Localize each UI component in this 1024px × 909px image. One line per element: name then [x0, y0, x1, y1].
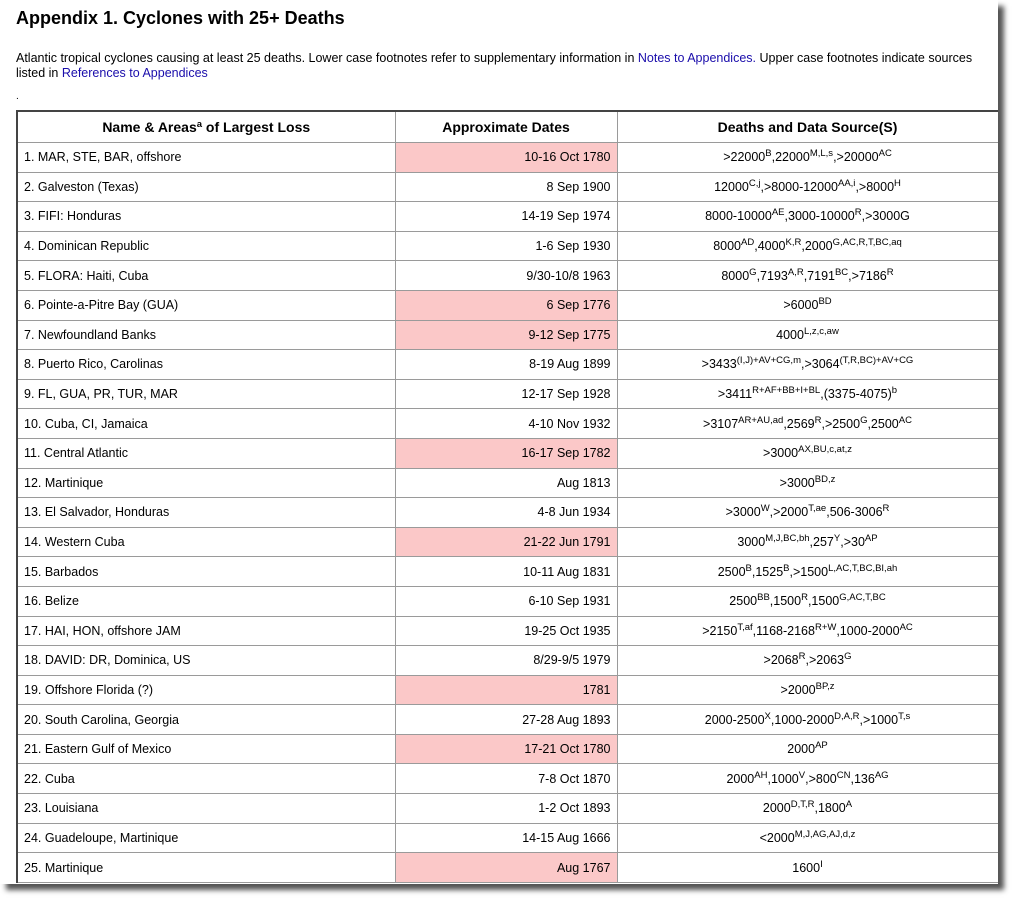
source-footnote: (I,J)+AV+CG,m	[736, 355, 801, 367]
source-footnote: AX,BU,c,at,z	[798, 444, 852, 456]
cell-deaths-sources	[617, 143, 998, 173]
stray-dot: .	[16, 91, 19, 102]
source-footnote: AE	[771, 207, 785, 219]
cell-date: 14-15 Aug 1666	[395, 823, 617, 853]
source-footnote: AR+AU,ad	[738, 414, 784, 426]
cell-deaths-sources	[617, 616, 998, 646]
cell-name-areas: 9. FL, GUA, PR, TUR, MAR	[17, 379, 395, 409]
table-row	[17, 557, 998, 587]
death-count: ,>800	[805, 771, 837, 786]
death-count: 3000	[737, 535, 766, 550]
source-footnote: R	[798, 651, 806, 663]
death-count: ,>7186	[848, 268, 887, 283]
death-count: ,2500	[867, 416, 899, 431]
source-footnote: AD	[741, 237, 755, 249]
death-count: >2150	[702, 623, 738, 638]
cell-date: 8 Sep 1900	[395, 172, 617, 202]
cell-deaths-sources	[617, 794, 998, 824]
death-count: 2000	[726, 771, 755, 786]
cell-name-areas: 8. Puerto Rico, Carolinas	[17, 350, 395, 380]
source-footnote: AG	[874, 769, 889, 781]
death-count: ,1500	[769, 594, 802, 609]
death-count: ,1525	[751, 564, 784, 579]
source-footnote: M,J,AG,AJ,d,z	[794, 828, 856, 840]
source-footnote: D,A,R	[834, 710, 860, 722]
source-footnote: R	[801, 592, 808, 604]
death-count: ,2569	[783, 416, 815, 431]
notes-to-appendices-link[interactable]: Notes to Appendices.	[637, 51, 757, 65]
cell-name-areas: 14. Western Cuba	[17, 527, 395, 557]
death-count: ,>8000-12000	[760, 179, 838, 194]
cell-date: 1-6 Sep 1930	[395, 231, 617, 261]
table-row	[17, 527, 998, 557]
cell-deaths-sources	[617, 320, 998, 350]
death-count: >3107	[703, 416, 739, 431]
cell-date: 9/30-10/8 1963	[395, 261, 617, 291]
source-footnote: A	[845, 799, 853, 811]
death-count: ,>30	[840, 535, 865, 550]
cell-date: 6-10 Sep 1931	[395, 586, 617, 616]
table-row	[17, 646, 998, 676]
cell-deaths-sources	[617, 468, 998, 498]
cell-deaths-sources	[617, 586, 998, 616]
table-row	[17, 675, 998, 705]
source-footnote: (T,R,BC)+AV+CG	[839, 355, 914, 367]
death-count: 2000	[787, 742, 816, 757]
header-name-rest: of Largest Loss	[202, 119, 311, 135]
death-count: ,136	[850, 771, 875, 786]
death-count: ,>3000G	[861, 209, 910, 224]
cell-date: 1-2 Oct 1893	[395, 794, 617, 824]
cell-name-areas: 4. Dominican Republic	[17, 231, 395, 261]
table-row	[17, 586, 998, 616]
death-count: ,4000	[754, 239, 786, 254]
source-footnote: R	[854, 207, 862, 219]
table-row	[17, 320, 998, 350]
source-footnote: B	[765, 148, 772, 160]
source-footnote: AC	[878, 148, 892, 160]
table-row	[17, 823, 998, 853]
source-footnote: L,AC,T,BC,BI,ah	[828, 562, 898, 574]
cell-date: 27-28 Aug 1893	[395, 705, 617, 735]
source-footnote: G	[749, 266, 757, 278]
cell-date: 4-8 Jun 1934	[395, 498, 617, 528]
cell-date: Aug 1767	[395, 853, 617, 883]
table-row	[17, 438, 998, 468]
table-row	[17, 498, 998, 528]
table-row	[17, 143, 998, 173]
cell-deaths-sources	[617, 823, 998, 853]
cell-deaths-sources	[617, 527, 998, 557]
table-row	[17, 172, 998, 202]
cell-deaths-sources	[617, 705, 998, 735]
death-count: ,>20000	[833, 150, 879, 165]
cell-deaths-sources	[617, 231, 998, 261]
cell-date: 1781	[395, 675, 617, 705]
cell-name-areas: 23. Louisiana	[17, 794, 395, 824]
death-count: ,1500	[807, 594, 840, 609]
death-count: ,>3064	[801, 357, 840, 372]
source-footnote: BP,z	[815, 680, 835, 692]
table-row	[17, 734, 998, 764]
source-footnote: B	[783, 562, 790, 574]
source-footnote: G,AC,R,T,BC,aq	[832, 237, 902, 249]
intro-text-1: Atlantic tropical cyclones causing at least 25 deaths. Lower case footnotes refer to supplementary information in	[16, 51, 638, 65]
death-count: >2068	[763, 653, 799, 668]
cell-date: 12-17 Sep 1928	[395, 379, 617, 409]
cell-deaths-sources	[617, 853, 998, 883]
source-footnote: CN	[836, 769, 851, 781]
death-count: ,7193	[756, 268, 788, 283]
cell-deaths-sources	[617, 734, 998, 764]
source-footnote: G,AC,T,BC	[839, 592, 886, 604]
death-count: ,1000	[767, 771, 799, 786]
cell-name-areas: 10. Cuba, CI, Jamaica	[17, 409, 395, 439]
death-count: 8000	[721, 268, 750, 283]
cell-date: Aug 1813	[395, 468, 617, 498]
death-count: ,>2063	[805, 653, 845, 668]
cell-deaths-sources	[617, 350, 998, 380]
death-count: 4000	[776, 327, 804, 342]
death-count: ,1000-2000	[836, 623, 900, 638]
cell-date: 16-17 Sep 1782	[395, 438, 617, 468]
intro-paragraph	[16, 51, 976, 81]
cell-date: 17-21 Oct 1780	[395, 734, 617, 764]
death-count: 1600	[792, 860, 821, 875]
cell-deaths-sources	[617, 172, 998, 202]
source-footnote: AP	[864, 533, 878, 545]
death-count: 2000-2500	[704, 712, 765, 727]
cell-date: 14-19 Sep 1974	[395, 202, 617, 232]
source-footnote: AH	[754, 769, 768, 781]
cell-name-areas: 6. Pointe-a-Pitre Bay (GUA)	[17, 290, 395, 320]
table-row	[17, 290, 998, 320]
death-count: ,7191	[803, 268, 835, 283]
cell-deaths-sources	[617, 290, 998, 320]
source-footnote: R+W	[814, 621, 837, 633]
cell-deaths-sources	[617, 646, 998, 676]
cyclones-table	[16, 110, 998, 883]
cell-name-areas: 21. Eastern Gulf of Mexico	[17, 734, 395, 764]
cell-deaths-sources	[617, 498, 998, 528]
source-footnote: R+AF+BB+I+BL	[752, 385, 821, 397]
death-count: 2000	[762, 801, 791, 816]
table-body	[17, 143, 998, 883]
cell-date: 8/29-9/5 1979	[395, 646, 617, 676]
cell-name-areas: 2. Galveston (Texas)	[17, 172, 395, 202]
death-count: 8000-10000	[705, 209, 772, 224]
death-count: ,3000-10000	[784, 209, 855, 224]
cell-date: 8-19 Aug 1899	[395, 350, 617, 380]
death-count: >3000	[779, 475, 815, 490]
cell-deaths-sources	[617, 379, 998, 409]
death-count: 2500	[717, 564, 746, 579]
cell-date: 19-25 Oct 1935	[395, 616, 617, 646]
cell-date: 21-22 Jun 1791	[395, 527, 617, 557]
death-count: ,>8000	[855, 179, 895, 194]
source-footnote: BB	[757, 592, 770, 604]
source-footnote: R	[814, 414, 822, 426]
cell-deaths-sources	[617, 261, 998, 291]
cell-name-areas: 22. Cuba	[17, 764, 395, 794]
source-footnote: W	[760, 503, 770, 515]
cell-name-areas: 13. El Salvador, Honduras	[17, 498, 395, 528]
source-footnote: BD,z	[814, 473, 836, 485]
table-row	[17, 853, 998, 883]
death-count: >3000	[763, 446, 799, 461]
cell-name-areas: 20. South Carolina, Georgia	[17, 705, 395, 735]
source-footnote: M,J,BC,bh	[765, 533, 810, 545]
table-row	[17, 616, 998, 646]
cell-name-areas: 11. Central Atlantic	[17, 438, 395, 468]
cell-name-areas: 3. FIFI: Honduras	[17, 202, 395, 232]
cell-name-areas: 7. Newfoundland Banks	[17, 320, 395, 350]
source-footnote: L,z,c,aw	[803, 325, 839, 337]
table-row	[17, 409, 998, 439]
death-count: ,(3375-4075)	[820, 387, 892, 402]
cell-date: 9-12 Sep 1775	[395, 320, 617, 350]
table-row	[17, 705, 998, 735]
death-count: >3411	[717, 387, 753, 402]
cell-name-areas: 15. Barbados	[17, 557, 395, 587]
cell-date: 4-10 Nov 1932	[395, 409, 617, 439]
source-footnote: G	[844, 651, 852, 663]
table-row	[17, 468, 998, 498]
source-footnote: B	[745, 562, 752, 574]
table-row	[17, 350, 998, 380]
death-count: ,>1000	[859, 712, 899, 727]
cell-deaths-sources	[617, 764, 998, 794]
header-name-sup: a	[196, 119, 203, 130]
cell-name-areas: 24. Guadeloupe, Martinique	[17, 823, 395, 853]
source-footnote: M,L,s	[809, 148, 834, 160]
cell-deaths-sources	[617, 409, 998, 439]
cell-name-areas: 17. HAI, HON, offshore JAM	[17, 616, 395, 646]
death-count: >6000	[783, 298, 819, 313]
source-footnote: K,R	[785, 237, 802, 249]
table-row	[17, 794, 998, 824]
cell-name-areas: 1. MAR, STE, BAR, offshore	[17, 143, 395, 173]
death-count: >22000	[723, 150, 766, 165]
death-count: 8000	[713, 239, 742, 254]
death-count: ,1000-2000	[770, 712, 835, 727]
cell-name-areas: 12. Martinique	[17, 468, 395, 498]
source-footnote: D,T,R	[790, 799, 815, 811]
table-row	[17, 379, 998, 409]
death-count: ,>2000	[769, 505, 809, 520]
page-title: Appendix 1. Cyclones with 25+ Deaths	[16, 8, 345, 28]
death-count: ,1168-2168	[752, 623, 815, 638]
death-count: >2000	[780, 682, 816, 697]
source-footnote: AC	[899, 621, 913, 633]
header-deaths: Deaths and Data Source(S)	[617, 111, 998, 143]
table-row	[17, 231, 998, 261]
source-footnote: V	[798, 769, 806, 781]
table-row	[17, 261, 998, 291]
death-count: >3433	[701, 357, 737, 372]
source-footnote: A,R	[787, 266, 804, 278]
cell-deaths-sources	[617, 438, 998, 468]
header-dates: Approximate Dates	[395, 111, 617, 143]
source-footnote: T,ae	[808, 503, 827, 515]
cell-date: 7-8 Oct 1870	[395, 764, 617, 794]
source-footnote: BC	[834, 266, 849, 278]
cell-date: 10-11 Aug 1831	[395, 557, 617, 587]
source-footnote: G	[860, 414, 868, 426]
cell-date: 6 Sep 1776	[395, 290, 617, 320]
source-footnote: AC	[898, 414, 912, 426]
cell-deaths-sources	[617, 202, 998, 232]
source-footnote: X	[764, 710, 771, 722]
cell-name-areas: 18. DAVID: DR, Dominica, US	[17, 646, 395, 676]
table-header-row	[17, 111, 998, 143]
source-footnote: BD	[818, 296, 832, 308]
header-name-main: Name & Areas	[102, 119, 197, 135]
cell-name-areas: 25. Martinique	[17, 853, 395, 883]
source-footnote: R	[882, 503, 890, 515]
source-footnote: b	[891, 385, 898, 397]
death-count: ,1800	[814, 801, 846, 816]
death-count: ,22000	[771, 150, 810, 165]
death-count: ,>1500	[789, 564, 829, 579]
death-count: ,257	[809, 535, 834, 550]
cell-name-areas: 5. FLORA: Haiti, Cuba	[17, 261, 395, 291]
references-to-appendices-link[interactable]: References to Appendices	[61, 66, 208, 80]
source-footnote: R	[886, 266, 894, 278]
table-row	[17, 764, 998, 794]
cell-deaths-sources	[617, 557, 998, 587]
cell-date: 10-16 Oct 1780	[395, 143, 617, 173]
source-footnote: AA,i	[838, 177, 856, 189]
source-footnote: H	[894, 177, 901, 189]
source-footnote: Y	[833, 533, 841, 545]
source-footnote: C,j	[748, 177, 761, 189]
death-count: ,506-3006	[826, 505, 883, 520]
source-footnote: T,s	[898, 710, 911, 722]
source-footnote: T,af	[737, 621, 753, 633]
death-count: 2500	[729, 594, 758, 609]
cell-deaths-sources	[617, 675, 998, 705]
death-count: 12000	[714, 179, 749, 194]
intro-text-2: Upper case footnotes indicate sources listed in	[16, 51, 973, 80]
source-footnote: AP	[815, 740, 828, 752]
cell-name-areas: 16. Belize	[17, 586, 395, 616]
death-count: ,>2500	[821, 416, 861, 431]
header-name-areas	[17, 111, 395, 143]
source-footnote: I	[820, 858, 823, 870]
death-count: >3000	[725, 505, 761, 520]
death-count: <2000	[759, 830, 795, 845]
death-count: ,2000	[801, 239, 833, 254]
table-row	[17, 202, 998, 232]
cell-name-areas: 19. Offshore Florida (?)	[17, 675, 395, 705]
